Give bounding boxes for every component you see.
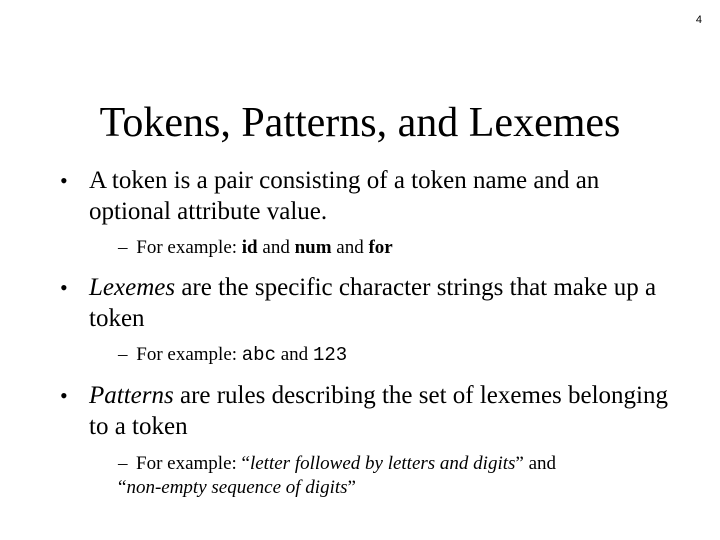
example-pattern-number: non-empty sequence of digits <box>126 477 348 498</box>
sub-bullet-token-example <box>118 236 678 260</box>
term-lexemes: Lexemes <box>89 274 176 301</box>
term-patterns: Patterns <box>89 382 174 409</box>
bullet-lexemes <box>60 272 680 334</box>
example-lexeme-123: 123 <box>312 344 348 366</box>
open-quote: “ <box>241 453 250 474</box>
bullet-mark: • <box>60 168 68 193</box>
bullet-text <box>89 272 680 334</box>
example-token-for: for <box>368 237 393 258</box>
slide-title: Tokens, Patterns, and Lexemes <box>99 100 621 147</box>
bullet-mark: • <box>60 275 68 300</box>
bullet-text: A token is a pair consisting of a token name and an optional attribute value. <box>89 167 600 225</box>
sub-bullet-dash: – <box>118 344 128 365</box>
bullet-token <box>60 165 680 227</box>
example-pattern-identifier: letter followed by letters and digits <box>249 453 516 474</box>
separator: and <box>523 453 557 474</box>
separator: and <box>331 237 369 258</box>
sub-bullet-text <box>118 452 678 500</box>
page-number: 4 <box>695 14 702 26</box>
sub-bullet-dash: – <box>118 237 128 258</box>
sub-bullet-patterns-example <box>118 452 678 500</box>
bullet-text-rest: are rules describing the set of lexemes belonging to a token <box>89 382 669 440</box>
close-quote: ” <box>347 477 356 498</box>
sub-bullet-prefix: For example: <box>136 237 242 258</box>
example-token-num: num <box>294 237 332 258</box>
sub-bullet-prefix: For example: <box>136 344 242 365</box>
sub-bullet-dash: – <box>118 453 128 474</box>
open-quote: “ <box>118 477 127 498</box>
sub-bullet-lexemes-example <box>118 343 678 367</box>
bullet-text-rest: are the specific character strings that make up a token <box>89 274 657 332</box>
close-quote: ” <box>515 453 524 474</box>
example-lexeme-abc: abc <box>241 344 276 366</box>
separator: and <box>257 237 295 258</box>
separator: and <box>276 344 313 365</box>
example-token-id: id <box>241 237 258 258</box>
bullet-mark: • <box>60 383 68 408</box>
sub-bullet-prefix: For example: <box>136 453 242 474</box>
bullet-patterns <box>60 380 680 442</box>
bullet-text <box>89 380 680 442</box>
